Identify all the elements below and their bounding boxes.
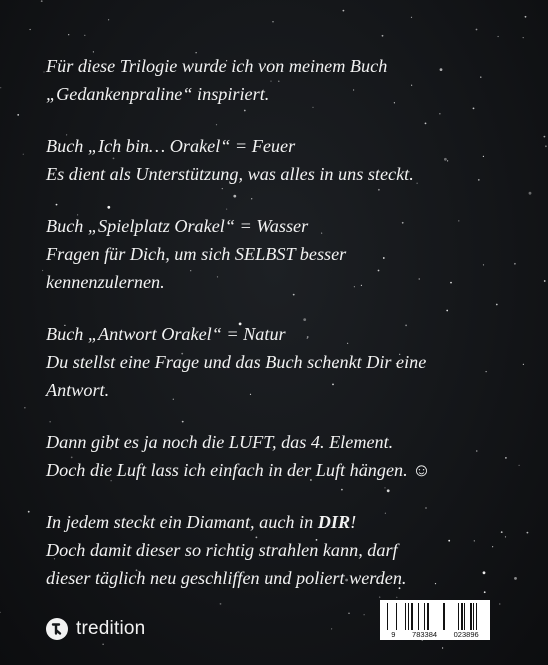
closing-line-2: Doch damit dieser so richtig strahlen kann, darf bbox=[46, 540, 398, 560]
star bbox=[382, 35, 384, 37]
star bbox=[525, 16, 527, 18]
barcode-bar bbox=[408, 603, 409, 630]
closing-line-3: dieser täglich neu geschliffen und poliert werden. bbox=[46, 568, 407, 588]
air-paragraph bbox=[46, 428, 516, 484]
star bbox=[68, 34, 69, 35]
book-3-description-line-2: Antwort. bbox=[46, 380, 110, 400]
barcode-bar bbox=[458, 603, 459, 630]
book-3-description-line-1: Du stellst eine Frage und das Buch schenkt Dir eine bbox=[46, 352, 427, 372]
star bbox=[108, 19, 109, 20]
barcode-bar bbox=[424, 603, 425, 630]
star bbox=[523, 364, 524, 365]
closing-paragraph bbox=[46, 508, 516, 592]
barcode-digit-group-2: 023896 bbox=[453, 630, 479, 639]
star bbox=[529, 192, 532, 195]
star bbox=[17, 114, 19, 116]
barcode-digit-group-1: 783384 bbox=[412, 630, 438, 639]
barcode-bar bbox=[461, 603, 463, 630]
barcode-bar bbox=[443, 603, 445, 630]
star bbox=[411, 17, 412, 18]
barcode-bar bbox=[418, 603, 419, 630]
intro-paragraph bbox=[46, 52, 516, 108]
star bbox=[331, 628, 332, 629]
barcode-bar bbox=[473, 603, 474, 630]
book-2-title: Buch „Spielplatz Orakel“ = Wasser bbox=[46, 216, 309, 236]
book-2-paragraph bbox=[46, 212, 516, 296]
air-line-2: Doch die Luft lass ich einfach in der Luft hängen. ☺ bbox=[46, 460, 431, 480]
star bbox=[42, 270, 43, 271]
closing-emphasis: DIR bbox=[317, 512, 351, 532]
star bbox=[24, 407, 25, 408]
barcode-bar bbox=[476, 603, 477, 630]
star bbox=[0, 612, 1, 613]
barcode-digits bbox=[380, 630, 490, 639]
barcode-bar bbox=[405, 603, 406, 630]
book-3-paragraph bbox=[46, 320, 516, 404]
closing-line-1 bbox=[46, 508, 516, 536]
publisher-name: tredition bbox=[76, 618, 146, 639]
book-3-title: Buch „Antwort Orakel“ = Natur bbox=[46, 324, 286, 344]
star bbox=[103, 644, 104, 645]
isbn-barcode bbox=[380, 600, 490, 640]
book-1-paragraph bbox=[46, 132, 516, 188]
barcode-bar bbox=[427, 603, 429, 630]
book-1-description: Es dient als Unterstützung, was alles in uns steckt. bbox=[46, 164, 414, 184]
star bbox=[498, 36, 499, 37]
star bbox=[23, 154, 24, 155]
air-line-1: Dann gibt es ja noch die LUFT, das 4. Element. bbox=[46, 432, 394, 452]
star bbox=[476, 29, 478, 31]
star bbox=[41, 0, 43, 2]
barcode-bar bbox=[411, 603, 413, 630]
tredition-logo-icon bbox=[46, 618, 68, 640]
barcode-bar bbox=[396, 603, 397, 630]
star bbox=[43, 71, 44, 72]
book-2-description-line-2: kennenzulernen. bbox=[46, 272, 165, 292]
barcode-digit-prefix: 9 bbox=[391, 630, 396, 639]
star bbox=[30, 29, 31, 30]
book-1-title: Buch „Ich bin… Orakel“ = Feuer bbox=[46, 136, 296, 156]
back-cover-text bbox=[46, 52, 516, 616]
star bbox=[544, 280, 546, 282]
star bbox=[545, 145, 547, 147]
closing-line-1-start: In jedem steckt ein Diamant, auch in bbox=[46, 512, 318, 532]
star bbox=[519, 465, 520, 466]
star bbox=[527, 532, 529, 534]
star bbox=[272, 21, 273, 22]
star bbox=[442, 647, 443, 648]
star bbox=[28, 511, 30, 513]
barcode-bar bbox=[464, 603, 465, 630]
star bbox=[0, 87, 1, 88]
star bbox=[84, 35, 85, 36]
barcode-bar bbox=[470, 603, 472, 630]
barcode-bar bbox=[387, 603, 388, 630]
intro-line-2: „Gedankenpraline“ inspiriert. bbox=[46, 84, 270, 104]
intro-line-1: Für diese Trilogie wurde ich von meinem Buch bbox=[46, 56, 388, 76]
book-2-description-line-1: Fragen für Dich, um sich SELBST besser bbox=[46, 244, 347, 264]
star bbox=[544, 136, 546, 138]
closing-line-1-end: ! bbox=[350, 512, 357, 532]
star bbox=[343, 10, 345, 12]
star bbox=[523, 37, 524, 38]
publisher-logo bbox=[46, 618, 145, 640]
